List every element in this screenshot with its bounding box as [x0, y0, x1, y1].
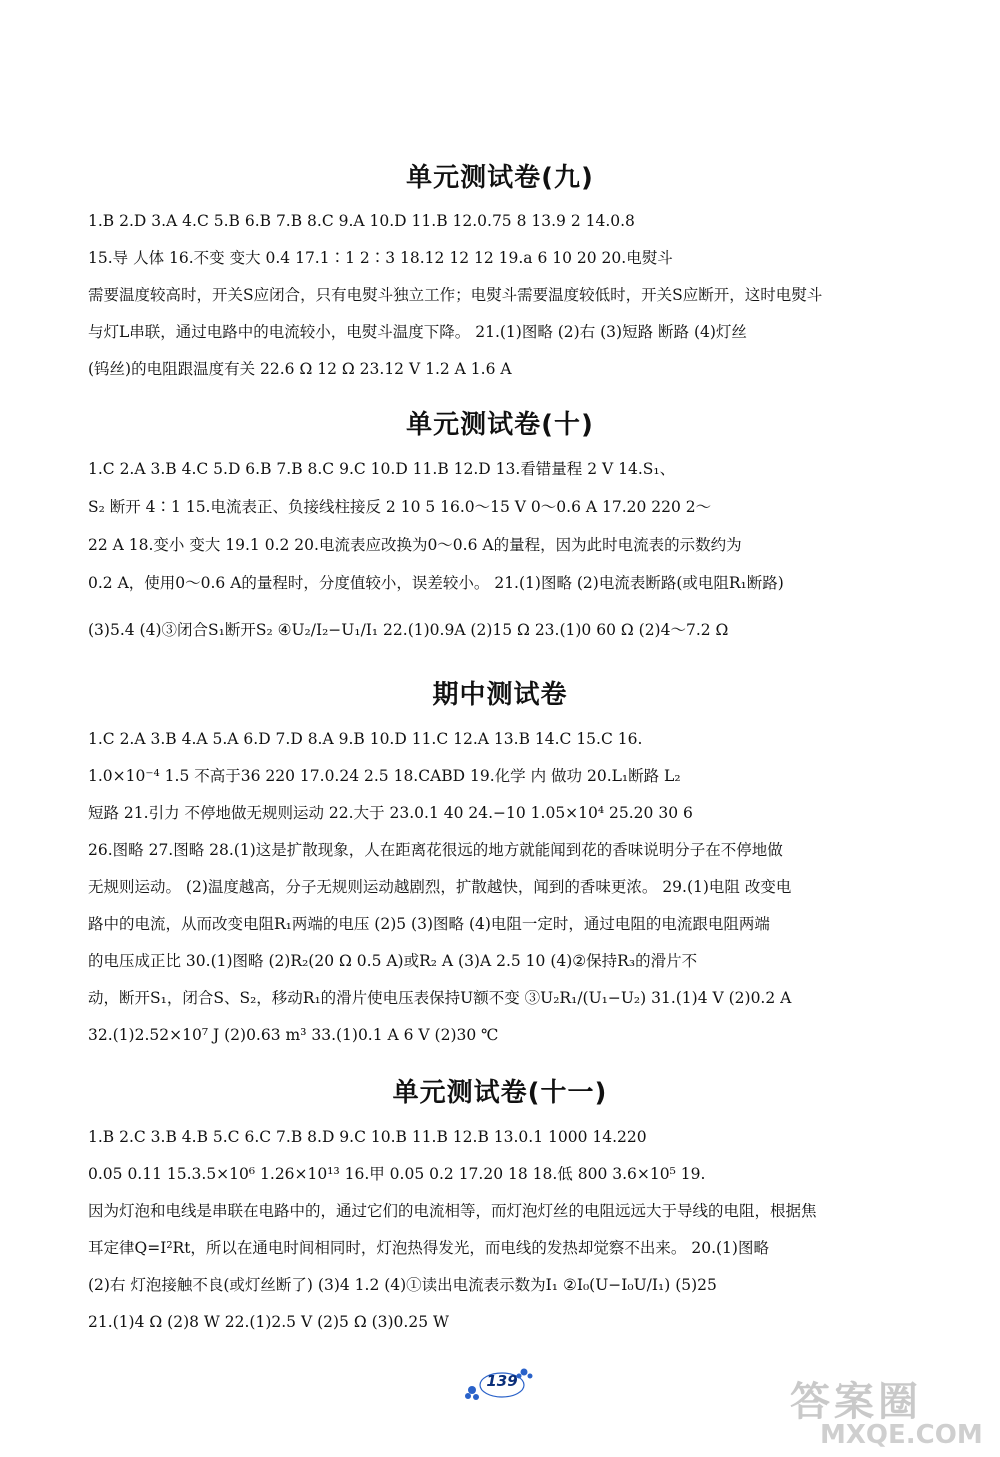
answer-line: 1.C 2.A 3.B 4.A 5.A 6.D 7.D 8.A 9.B 10.D 11.C 12.A 13.B 14.C 15.C 16. — [88, 730, 643, 748]
answer-line: 的电压成正比 30.(1)图略 (2)R₂(20 Ω 0.5 A)或R₂ A (3)A 2.5 10 (4)②保持R₃的滑片不 — [88, 952, 698, 970]
answer-line: 短路 21.引力 不停地做无规则运动 22.大于 23.0.1 40 24.−10 1.05×10⁴ 25.20 30 6 — [88, 804, 693, 822]
answer-line: 1.0×10⁻⁴ 1.5 不高于36 220 17.0.24 2.5 18.CABD 19.化学 内 做功 20.L₁断路 L₂ — [88, 767, 681, 785]
answer-line: 路中的电流，从而改变电阻R₁两端的电压 (2)5 (3)图略 (4)电阻一定时，通过电阻的电流跟电阻两端 — [88, 915, 770, 933]
section-title: 单元测试卷(九) — [406, 163, 594, 193]
answer-line: 需要温度较高时，开关S应闭合，只有电熨斗独立工作；电熨斗需要温度较低时，开关S应断开，这时电熨斗 — [88, 286, 823, 304]
answer-line: S₂ 断开 4∶1 15.电流表正、负接线柱接反 2 10 5 16.0～15 V 0～0.6 A 17.20 220 2～ — [88, 498, 712, 516]
page-number: 139 — [486, 1372, 518, 1390]
answer-line: 1.C 2.A 3.B 4.C 5.D 6.B 7.B 8.C 9.C 10.D 11.B 12.D 13.看错量程 2 V 14.S₁、 — [88, 460, 676, 478]
answer-line: 15.导 人体 16.不变 变大 0.4 17.1∶1 2∶3 18.12 12 12 19.a 6 10 20 20.电熨斗 — [88, 249, 673, 267]
answer-line: 26.图略 27.图略 28.(1)这是扩散现象，人在距离花很远的地方就能闻到花的香味说明分子在不停地做 — [88, 841, 783, 859]
answer-line: 0.2 A，使用0～0.6 A的量程时，分度值较小，误差较小。 21.(1)图略 (2)电流表断路(或电阻R₁断路) — [88, 574, 784, 592]
page-number-badge — [462, 1366, 538, 1402]
watermark-logo: 答案圈 — [790, 1379, 922, 1425]
section-title: 单元测试卷(十) — [406, 410, 594, 440]
section-title: 单元测试卷(十一) — [392, 1078, 608, 1108]
answer-line: 22 A 18.变小 变大 19.1 0.2 20.电流表应改换为0～0.6 A的量程，因为此时电流表的示数约为 — [88, 536, 742, 554]
answer-line: 无规则运动。 (2)温度越高，分子无规则运动越剧烈，扩散越快，闻到的香味更浓。 29.(1)电阻 改变电 — [88, 878, 792, 896]
watermark — [780, 1370, 995, 1452]
answer-line: (钨丝)的电阻跟温度有关 22.6 Ω 12 Ω 23.12 V 1.2 A 1.6 A — [88, 360, 512, 378]
answer-line: (3)5.4 (4)③闭合S₁断开S₂ ④U₂/I₂−U₁/I₁ 22.(1)0.9A (2)15 Ω 23.(1)0 60 Ω (2)4～7.2 Ω — [88, 621, 729, 639]
section-title: 期中测试卷 — [432, 680, 568, 710]
answer-line: 0.05 0.11 15.3.5×10⁶ 1.26×10¹³ 16.甲 0.05 0.2 17.20 18 18.低 800 3.6×10⁵ 19. — [88, 1165, 706, 1183]
answer-line: 1.B 2.D 3.A 4.C 5.B 6.B 7.B 8.C 9.A 10.D 11.B 12.0.75 8 13.9 2 14.0.8 — [88, 212, 635, 230]
answer-line: (2)右 灯泡接触不良(或灯丝断了) (3)4 1.2 (4)①读出电流表示数为I₁ ②I₀(U−I₀U/I₁) (5)25 — [88, 1276, 717, 1294]
answer-line: 因为灯泡和电线是串联在电路中的，通过它们的电流相等，而灯泡灯丝的电阻远远大于导线的电阻，根据焦 — [88, 1202, 817, 1220]
answer-line: 与灯L串联，通过电路中的电流较小，电熨斗温度下降。 21.(1)图略 (2)右 (3)短路 断路 (4)灯丝 — [88, 323, 747, 341]
answer-line: 1.B 2.C 3.B 4.B 5.C 6.C 7.B 8.D 9.C 10.B 11.B 12.B 13.0.1 1000 14.220 — [88, 1128, 647, 1146]
watermark-url: MXQE.COM — [820, 1420, 983, 1450]
answer-line: 耳定律Q=I²Rt，所以在通电时间相同时，灯泡热得发光，而电线的发热却觉察不出来。 20.(1)图略 — [88, 1239, 769, 1257]
answer-line: 32.(1)2.52×10⁷ J (2)0.63 m³ 33.(1)0.1 A 6 V (2)30 ℃ — [88, 1026, 499, 1044]
answer-line: 21.(1)4 Ω (2)8 W 22.(1)2.5 V (2)5 Ω (3)0.25 W — [88, 1313, 449, 1331]
answer-line: 动，断开S₁，闭合S、S₂，移动R₁的滑片使电压表保持U额不变 ③U₂R₁/(U₁−U₂) 31.(1)4 V (2)0.2 A — [88, 989, 792, 1007]
